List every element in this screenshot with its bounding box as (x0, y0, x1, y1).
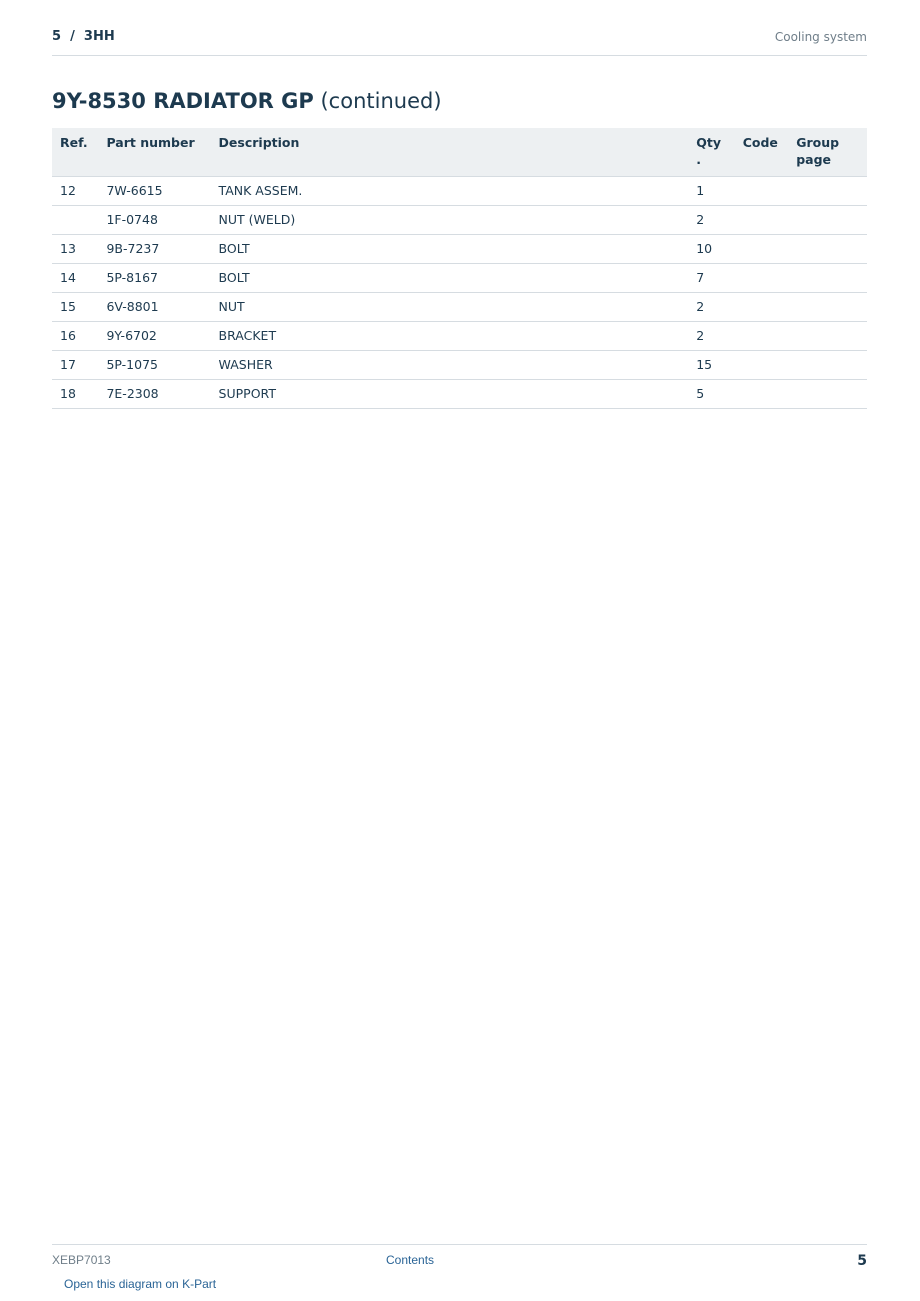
cell-ref: 17 (52, 351, 98, 380)
cell-qty: 5 (688, 380, 734, 409)
parts-table-header (52, 128, 867, 177)
column-header-code: Code (735, 128, 789, 177)
table-row (52, 351, 867, 380)
table-row (52, 206, 867, 235)
cell-qty: 2 (688, 206, 734, 235)
qty-label-line1: Qty (696, 135, 721, 150)
cell-part-number: 7W-6615 (98, 177, 210, 206)
table-row (52, 380, 867, 409)
cell-ref (52, 206, 98, 235)
cell-qty: 2 (688, 322, 734, 351)
cell-ref: 14 (52, 264, 98, 293)
cell-code (735, 264, 789, 293)
cell-qty: 7 (688, 264, 734, 293)
section-name: Cooling system (774, 30, 867, 44)
cell-group-page (788, 206, 867, 235)
cell-group-page (788, 322, 867, 351)
cell-code (735, 206, 789, 235)
page-footer (52, 1244, 867, 1301)
cell-part-number: 5P-8167 (98, 264, 210, 293)
cell-part-number: 6V-8801 (98, 293, 210, 322)
cell-part-number: 9B-7237 (98, 235, 210, 264)
table-row (52, 293, 867, 322)
cell-ref: 18 (52, 380, 98, 409)
parts-table (52, 128, 867, 409)
contents-link[interactable]: Contents (386, 1253, 435, 1267)
table-row (52, 235, 867, 264)
cell-qty: 2 (688, 293, 734, 322)
cell-description: WASHER (211, 351, 689, 380)
group-label-line2: page (796, 152, 832, 167)
column-header-qty (688, 128, 734, 177)
cell-code (735, 322, 789, 351)
title-suffix: (continued) (320, 89, 442, 113)
cell-description: TANK ASSEM. (211, 177, 689, 206)
table-row (52, 177, 867, 206)
parts-table-body (52, 177, 867, 409)
cell-description: BRACKET (211, 322, 689, 351)
cell-group-page (788, 293, 867, 322)
cell-ref: 12 (52, 177, 98, 206)
cell-part-number: 5P-1075 (98, 351, 210, 380)
cell-group-page (788, 380, 867, 409)
page-title (52, 89, 442, 113)
cell-description: SUPPORT (211, 380, 689, 409)
title-main: 9Y-8530 RADIATOR GP (52, 89, 314, 113)
column-header-part-number: Part number (98, 128, 210, 177)
header-row (52, 128, 867, 177)
cell-ref: 15 (52, 293, 98, 322)
group-label-line1: Group (796, 135, 840, 150)
cell-qty: 10 (688, 235, 734, 264)
cell-group-page (788, 177, 867, 206)
page-number: 5 (857, 1253, 867, 1269)
page-reference: 5 / 3HH (52, 29, 115, 44)
table-row (52, 264, 867, 293)
cell-description: BOLT (211, 264, 689, 293)
cell-ref: 16 (52, 322, 98, 351)
qty-label-line2: . (696, 152, 701, 167)
cell-part-number: 9Y-6702 (98, 322, 210, 351)
cell-description: NUT (211, 293, 689, 322)
cell-ref: 13 (52, 235, 98, 264)
column-header-description: Description (211, 128, 689, 177)
table-row (52, 322, 867, 351)
cell-qty: 15 (688, 351, 734, 380)
cell-part-number: 7E-2308 (98, 380, 210, 409)
cell-code (735, 351, 789, 380)
cell-code (735, 293, 789, 322)
cell-description: BOLT (211, 235, 689, 264)
cell-part-number: 1F-0748 (98, 206, 210, 235)
cell-code (735, 177, 789, 206)
cell-code (735, 380, 789, 409)
document-code: XEBP7013 (52, 1253, 111, 1267)
page-header (52, 29, 867, 56)
cell-group-page (788, 351, 867, 380)
cell-group-page (788, 264, 867, 293)
cell-description: NUT (WELD) (211, 206, 689, 235)
open-kpart-link[interactable]: Open this diagram on K-Part (64, 1277, 217, 1291)
column-header-group-page (788, 128, 867, 177)
column-header-ref: Ref. (52, 128, 98, 177)
cell-code (735, 235, 789, 264)
cell-group-page (788, 235, 867, 264)
cell-qty: 1 (688, 177, 734, 206)
